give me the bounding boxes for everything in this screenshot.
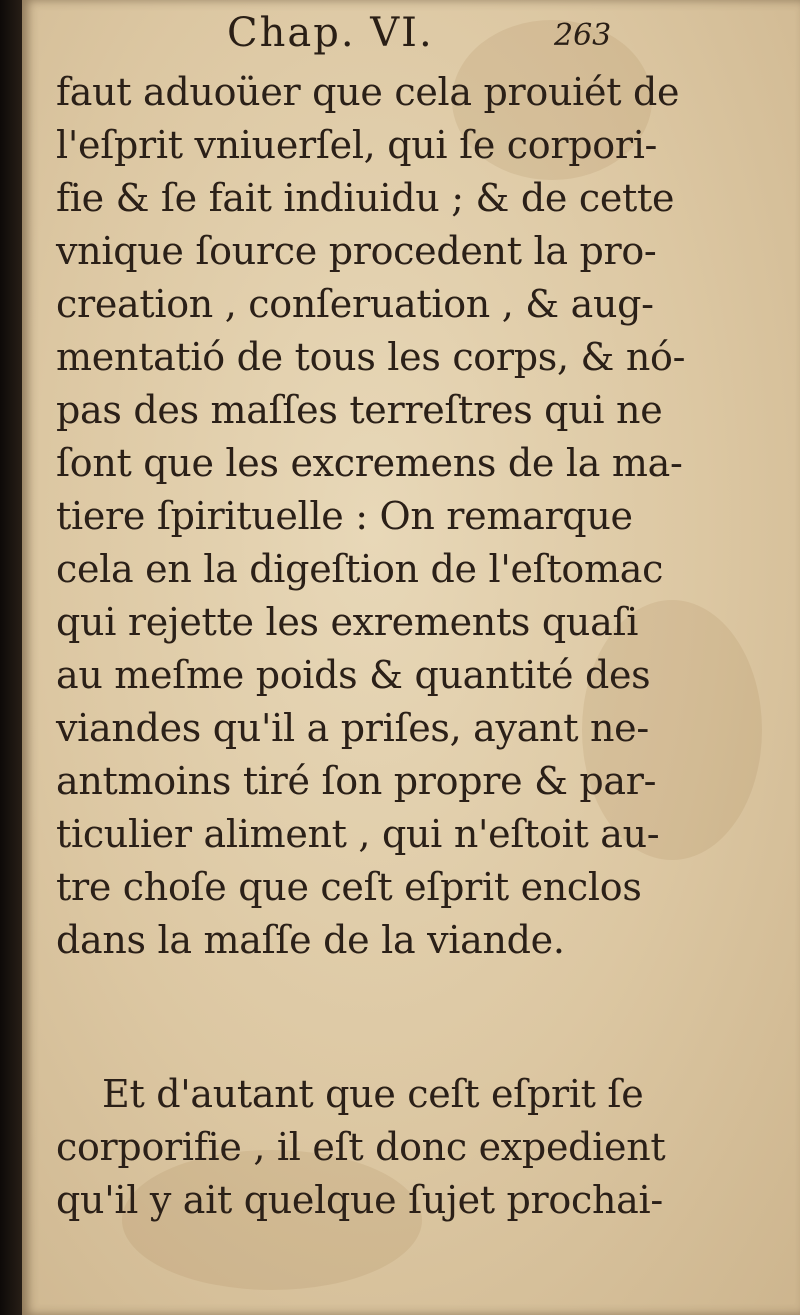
text-line: tre choſe que ceſt eſprit enclos (56, 865, 642, 909)
text-line: creation , conſeruation , & aug- (56, 282, 654, 326)
paragraph (56, 1068, 676, 1227)
text-line: fie & ſe fait indiuidu ; & de cette (56, 176, 675, 220)
page-number: 263 (554, 18, 612, 53)
text-line: viandes qu'il a priſes, ayant ne- (56, 706, 649, 750)
text-line: antmoins tiré ſon propre & par- (56, 759, 657, 803)
text-line: tiere ſpirituelle : On remarque (56, 494, 633, 538)
paragraph (56, 66, 686, 967)
text-line: ticulier aliment , qui n'eſtoit au- (56, 812, 660, 856)
text-line: Et d'autant que ceſt eſprit ſe (102, 1072, 644, 1116)
book-page (22, 0, 800, 1315)
text-line: vnique ſource procedent la pro- (56, 229, 657, 273)
text-line: pas des maſſes terreſtres qui ne (56, 388, 663, 432)
running-head: Chap. VI. (227, 10, 434, 56)
text-line: cela en la digeſtion de l'eſtomac (56, 547, 664, 591)
text-line: au meſme poids & quantité des (56, 653, 651, 697)
text-line: qui rejette les exrements quaſi (56, 600, 639, 644)
page-header (22, 6, 800, 66)
text-line: corporifie , il eſt donc expedient (56, 1125, 666, 1169)
text-line: qu'il y ait quelque ſujet prochai- (56, 1178, 663, 1222)
text-line: l'eſprit vniuerſel, qui ſe corpori- (56, 123, 658, 167)
book-gutter (0, 0, 24, 1315)
text-line: faut aduoüer que cela prouiét de (56, 70, 680, 114)
text-line: dans la maſſe de la viande. (56, 918, 565, 962)
body-text (56, 66, 686, 1227)
text-line: ſont que les excremens de la ma- (56, 441, 683, 485)
text-line: mentatió de tous les corps, & nó- (56, 335, 686, 379)
